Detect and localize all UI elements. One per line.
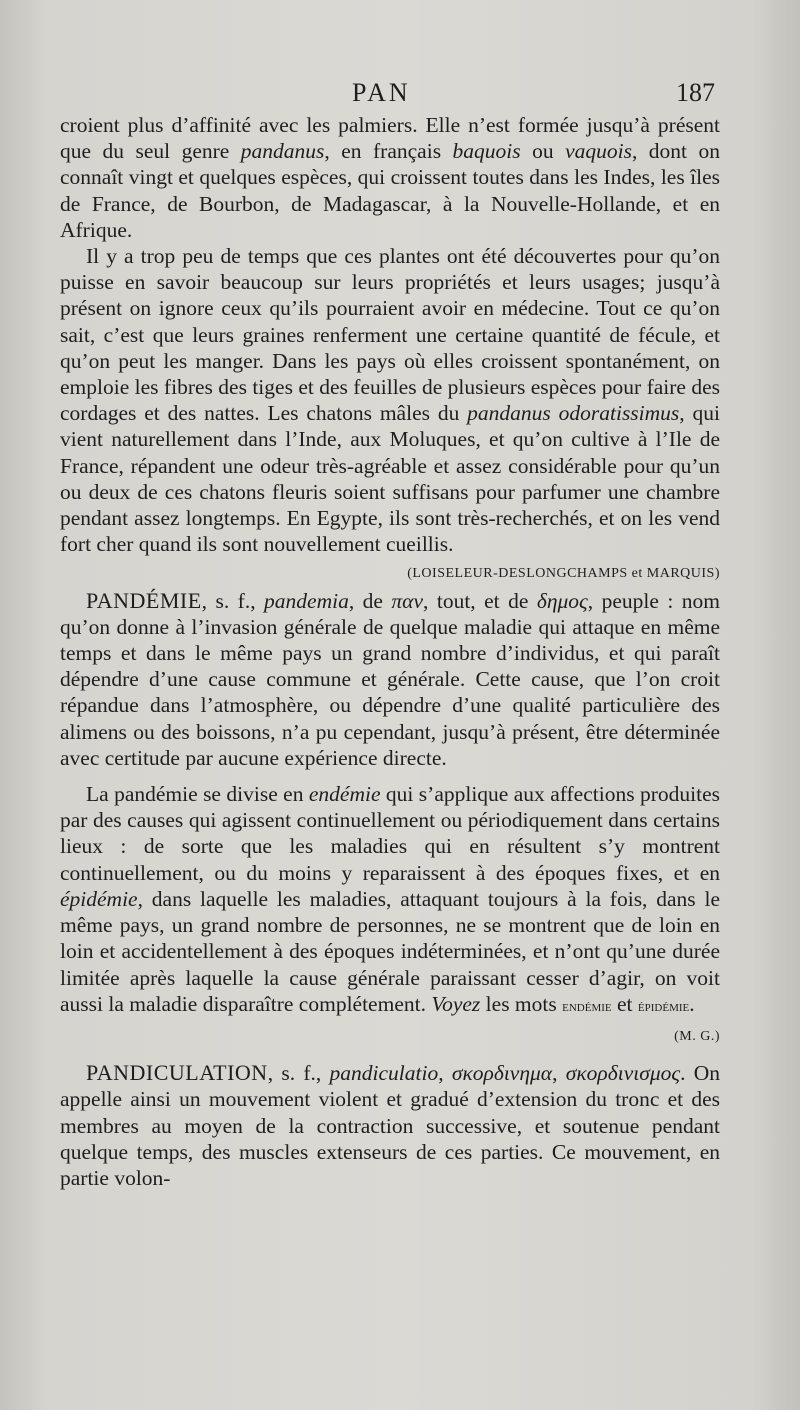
pandemie-headword: PANDÉMIE: [86, 587, 202, 613]
greek-word: σκορδινισμος: [565, 1061, 681, 1086]
page-number: 187: [676, 78, 715, 107]
running-head: PAN: [352, 78, 411, 107]
greek-word: παν: [391, 588, 424, 613]
pandiculation-entry: PANDICULATION, s. f., pandiculatio, σκορδινημα, σκορδινισμος. On appelle ainsi un mouvement violent et gradué d’extension du tronc et des membres au moyen de la contraction successive, et soutenue pendant quelque temps, des muscles extenseurs de ces parties. Ce mouvement, en partie volon-: [60, 1060, 721, 1190]
pandemie-signature: (M. G.): [674, 1028, 720, 1044]
cross-reference: endémie: [562, 998, 612, 1015]
pandanus-paragraph-2: Il y a trop peu de temps que ces plantes ont été découvertes pour qu’on puisse en savoir beaucoup sur leurs propriétés et leurs usages; jusqu’à présent on ignore ceux qu’ils pourraient avoir en médecine. Tout ce qu’on sait, c’est que leurs graines renferment une certaine quantité de fécule, et qu’on peut les manger. Dans les pays où elles croissent spontanément, on emploie les fibres des tiges et des feuilles de plusieurs espèces pour faire des cordages et des nattes. Les chatons mâles du pandanus odoratissimus, qui vient naturellement dans l’Inde, aux Moluques, et qu’on cultive à l’Ile de France, répandent une odeur très-agréable et assez considérable pour qu’un ou deux de ces chatons fleuris soient suffisans pour parfumer une chambre pendant assez longtemps. En Egypte, ils sont très-recherchés, et on les vend fort cher quand ils sont nouvellement cueillis.: [60, 244, 720, 557]
body-text: [60, 112, 720, 1191]
pandemie-paragraph-2: La pandémie se divise en endémie qui s’applique aux affections produites par des causes qui agissent continuellement ou périodiquement dans certains lieux : de sorte que les maladies qui en résultent s’y montrent continuellement, ou du moins y reparaissent à des époques fixes, et en épidémie, dans laquelle les maladies, attaquant toujours à la fois, dans le même pays, un grand nombre de personnes, ne se montrent que de loin en loin et accidentellement à des époques indéterminées, et n’ont qu’une durée limitée après laquelle la cause générale paraissant cesser d’agir, on voit aussi la maladie disparaître complétement. Voyez les mots endémie et épidémie.: [60, 782, 721, 1016]
cross-reference: épidémie: [637, 998, 690, 1015]
greek-word: σκορδινημα: [451, 1061, 553, 1086]
pandanus-paragraph-1: croient plus d’affinité avec les palmiers. Elle n’est formée jusqu’à présent que du seul genre pandanus, en français baquois ou vaquois, dont on connaît vingt et quelques espèces, qui croissent toutes dans les Indes, les îles de France, de Bourbon, de Madagascar, à la Nouvelle-Hollande, et en Afrique.: [60, 113, 720, 242]
pandanus-signature: (LOISELEUR-DESLONGCHAMPS et MARQUIS): [407, 566, 720, 582]
greek-word: δημος: [536, 588, 588, 613]
pandiculation-headword: PANDICULATION: [86, 1060, 268, 1086]
pandemie-entry: PANDÉMIE, s. f., pandemia, de παν, tout, et de δημος, peuple : nom qu’on donne à l’invasion générale de quelque maladie qui attaque en même temps et dans le même pays un grand nombre d’individus, et qui paraît dépendre d’une cause commune et générale. Cette cause, que l’on croit répandue dans l’atmosphère, ou dépendre d’une qualité particulière des alimens ou des boissons, n’a pu cependant, jusqu’à présent, être déterminée avec certitude par aucune expérience directe.: [60, 587, 720, 770]
